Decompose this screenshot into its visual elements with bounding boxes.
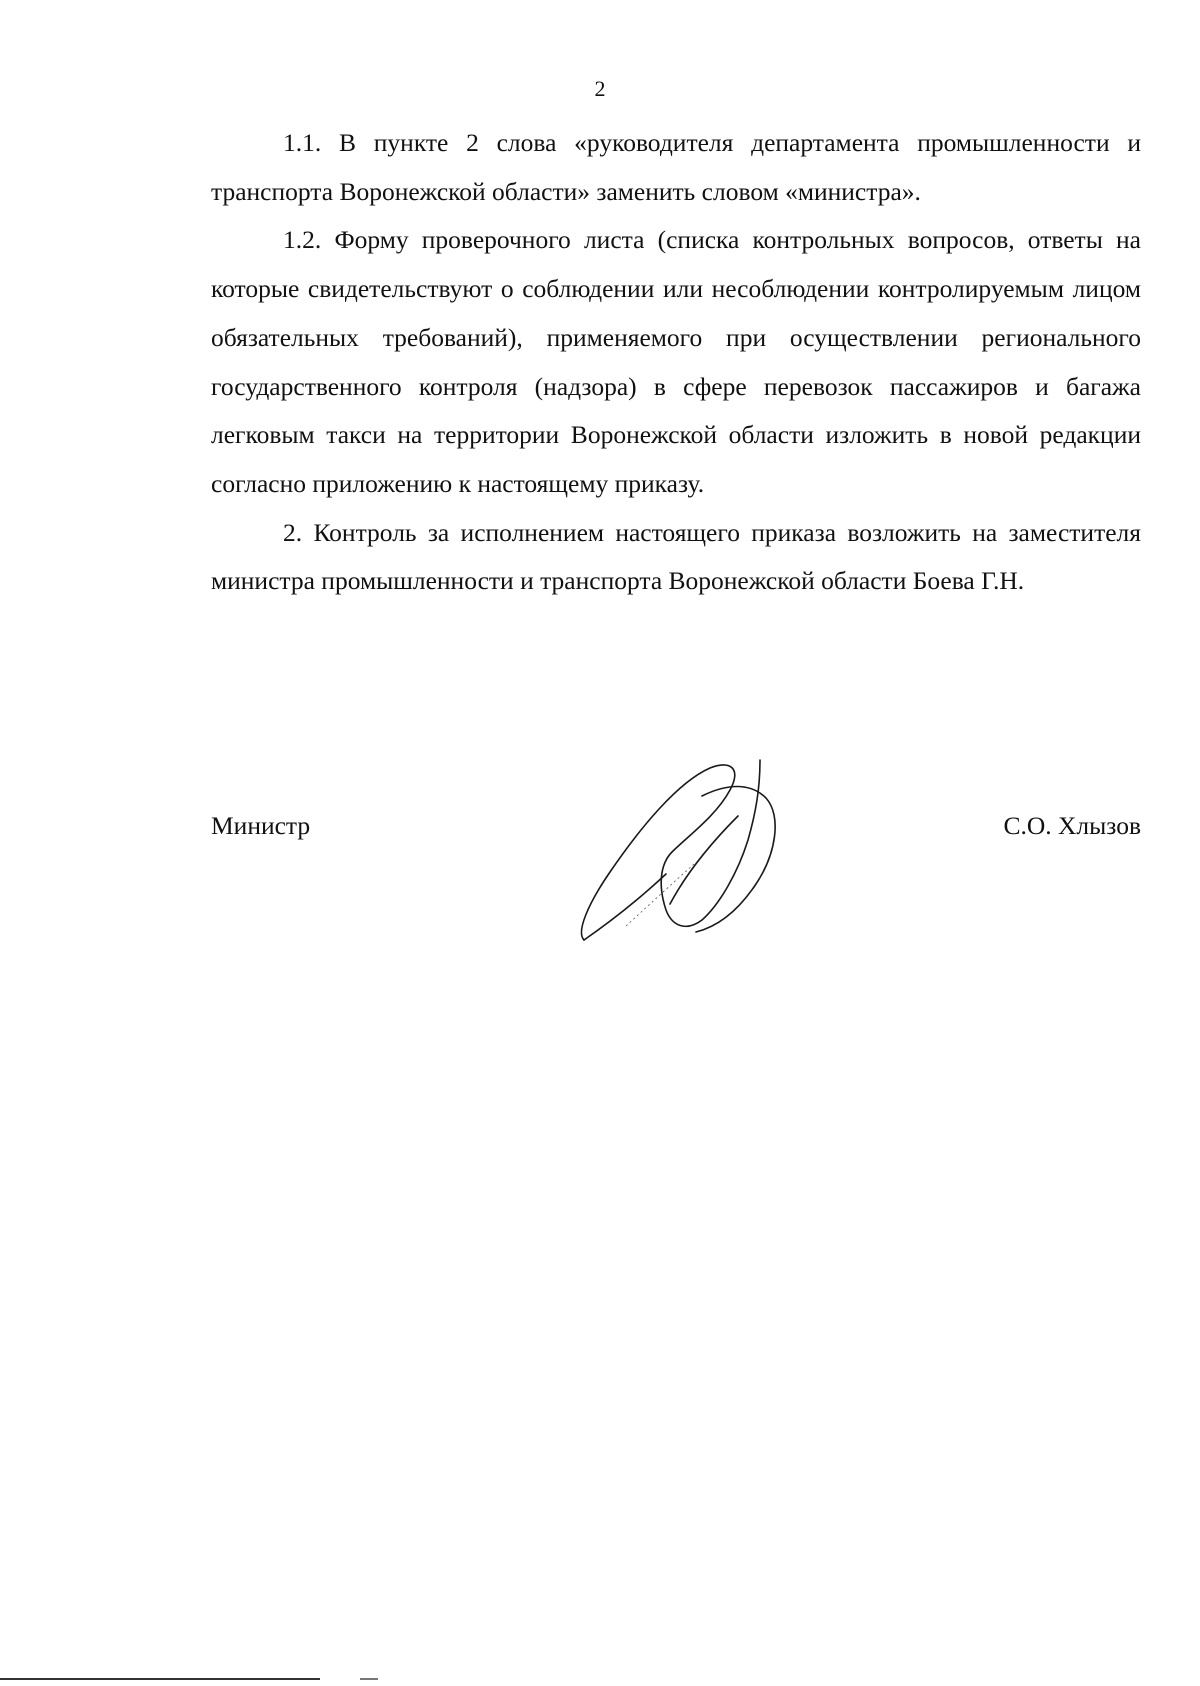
paragraph-1-1: 1.1. В пункте 2 слова «руководителя департамента промышленности и транспорта Воронежской области» заменить словом «министра». [211,128,1141,206]
paragraph-1-2: 1.2. Форму проверочного листа (списка контрольных вопросов, ответы на которые свидетельствуют о соблюдении или несоблюдении контролируемым лицом обязательных требований), применяемого при осуществлении регионального государственного контроля (надзора) в сфере перевозок пассажиров и багажа легковым такси на территории Воронежской области изложить в новой редакции согласно приложению к настоящему приказу. [211,225,1141,498]
handwritten-signature [570,754,830,948]
scan-edge-mark [360,1678,378,1680]
paragraph-2: 2. Контроль за исполнением настоящего приказа возложить на заместителя министра промышленности и транспорта Воронежской области Боева Г.Н. [211,517,1141,596]
document-body [211,119,1141,606]
signatory-name: С.О. Хлызов [1003,811,1141,840]
scan-edge-line [0,1678,320,1680]
signatory-title: Министр [211,811,311,840]
page-number: 2 [594,76,606,101]
